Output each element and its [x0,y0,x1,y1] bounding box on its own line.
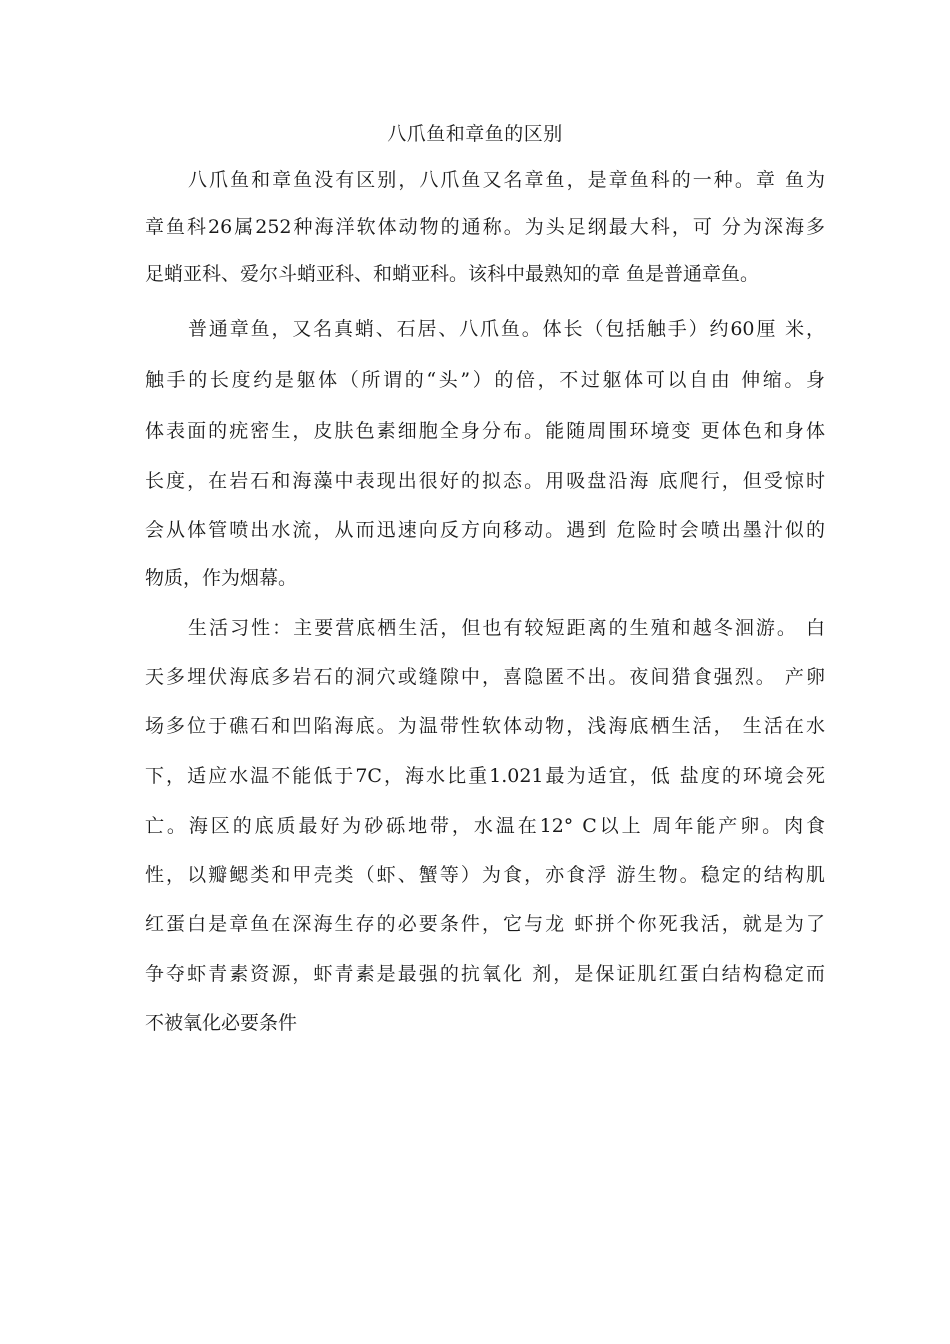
paragraph-3-line-9: 不被氧化必要条件 [145,1012,298,1034]
paragraph-3-line-8: 争夺虾青素资源，虾青素是最强的抗氧化 剂，是保证肌红蛋白结构稳定而 [145,963,825,985]
paragraph-2-line-3: 体表面的疣密生，皮肤色素细胞全身分布。能随周围环境变 更体色和身体 [145,420,825,442]
paragraph-3-line-3: 场多位于礁石和凹陷海底。为温带性软体动物，浅海底栖生活， 生活在水 [145,715,825,737]
document-title: 八爪鱼和章鱼的区别 [387,123,563,145]
paragraph-1-line-1: 八爪鱼和章鱼没有区别，八爪鱼又名章鱼，是章鱼科的一种。章 鱼为 [188,169,825,191]
paragraph-1-line-2: 章鱼科26属252种海洋软体动物的通称。为头足纲最大科，可 分为深海多 [145,216,825,238]
paragraph-2-line-1: 普通章鱼，又名真蛸、石居、八爪鱼。体长（包括触手）约60厘 米， [188,318,825,340]
paragraph-3-line-7: 红蛋白是章鱼在深海生存的必要条件，它与龙 虾拼个你死我活，就是为了 [145,913,825,935]
paragraph-3-line-1: 生活习性：主要营底栖生活，但也有较短距离的生殖和越冬洄游。 白 [188,617,825,639]
paragraph-3-line-6: 性，以瓣鳃类和甲壳类（虾、蟹等）为食，亦食浮 游生物。稳定的结构肌 [145,864,825,886]
paragraph-2-line-2: 触手的长度约是躯体（所谓的“头”）的倍，不过躯体可以自由 伸缩。身 [145,369,825,391]
paragraph-2-line-4: 长度，在岩石和海藻中表现出很好的拟态。用吸盘沿海 底爬行，但受惊时 [145,470,825,492]
paragraph-3-line-5: 亡。海区的底质最好为砂砾地带，水温在12° C以上 周年能产卵。肉食 [145,815,825,837]
paragraph-2-line-5: 会从体管喷出水流，从而迅速向反方向移动。遇到 危险时会喷出墨汁似的 [145,519,825,541]
paragraph-3-line-4: 下，适应水温不能低于7C，海水比重1.021最为适宜，低 盐度的环境会死 [145,765,825,787]
paragraph-2-line-6: 物质，作为烟幕。 [145,567,298,589]
paragraph-3-line-2: 天多埋伏海底多岩石的洞穴或缝隙中，喜隐匿不出。夜间猎食强烈。 产卵 [145,666,825,688]
paragraph-1-line-3: 足蛸亚科、爱尔斗蛸亚科、和蛸亚科。该科中最熟知的章 鱼是普通章鱼。 [145,263,760,285]
